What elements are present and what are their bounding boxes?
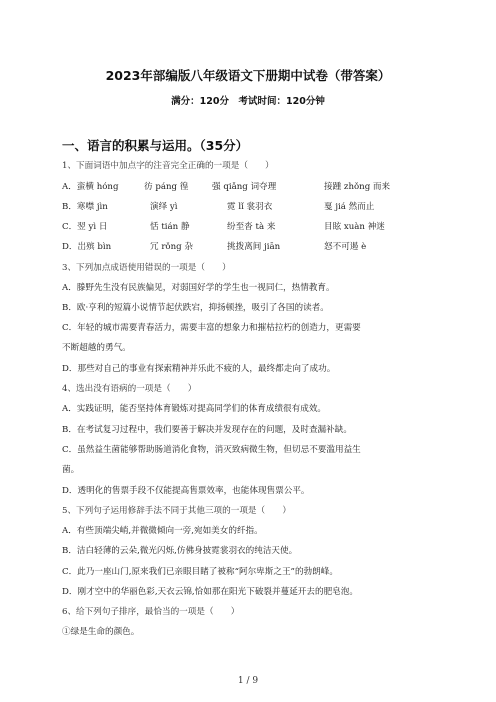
q6-sentence-1: ①绿是生命的颜色。 <box>62 627 140 637</box>
exam-title: 2023年部编版八年级语文下册期中试卷（带答案） <box>105 68 391 83</box>
q1-c-2: 恬 tián 静 <box>150 222 190 232</box>
q4-option-c: C．虽然益生菌能够帮助肠道消化食物，消灭致病微生物，但切忌不要滥用益生 <box>62 445 361 455</box>
q1-b-2: 演绎 yì <box>150 202 178 212</box>
q1-d-2: 冗 rǒng 杂 <box>150 242 193 252</box>
q4-option-a: A．实践证明，能否坚持体育锻炼对提高同学们的体育成绩很有成效。 <box>62 404 327 414</box>
q5-option-a: A．有些顶端尖峭,并微微倾向一旁,宛如美女的纤指。 <box>62 526 263 536</box>
q4-stem: 4、选出没有语病的一项是（ ） <box>62 384 197 394</box>
q4-option-b: B．在考试复习过程中，我们要善于解决并发现存在的问题，及时查漏补缺。 <box>62 425 352 435</box>
q1-d-4: 怒不可遏 è <box>324 242 367 252</box>
q1-c-4: 目眩 xuàn 神迷 <box>324 222 385 232</box>
q4-option-d: D．透明化的售票手段不仅能提高售票效率，也能体现售票公平。 <box>62 486 310 496</box>
q3-option-c: C．年轻的城市需要青春活力，需要丰富的想象力和摧枯拉朽的创造力，更需要 <box>62 323 361 333</box>
q5-option-c: C．此乃一座山门,原来我们已亲眼目睹了被称“阿尔卑斯之王”的勃朗峰。 <box>62 567 338 577</box>
q1-a-2: 彷 páng 徨 <box>144 182 189 192</box>
q6-stem: 6、给下列句子排序，最恰当的一项是（ ） <box>62 607 240 617</box>
section-heading: 一、语言的积累与运用。（35分） <box>62 138 249 153</box>
q3-stem: 3、下列加点成语使用错误的一项是（ ） <box>62 263 231 273</box>
q5-option-b: B．洁白轻薄的云朵,微光闪烁,仿佛身披霓裳羽衣的纯洁天使。 <box>62 546 298 556</box>
q1-b-4: 戛 jiá 然而止 <box>324 202 375 212</box>
q1-a-3: 强 qiǎng 词夺理 <box>212 182 277 192</box>
q1-a-4: 接踵 zhǒng 而来 <box>324 182 391 192</box>
q3-option-b: B．欧·亨利的短篇小说情节起伏跌宕，抑扬顿挫，吸引了各国的读者。 <box>62 303 329 313</box>
exam-subtitle: 满分：120分 考试时间：120分钟 <box>171 96 325 107</box>
q1-stem: 1、下面词语中加点字的注音完全正确的一项是（ ） <box>62 161 274 171</box>
q1-a-1: A．蛮横 hóng <box>62 182 119 192</box>
q5-option-d: D．刚才空中的华丽色彩,天衣云锦,恰如那在阳光下破裂并蔓延开去的肥皂泡。 <box>62 587 358 597</box>
q3-option-c-cont: 不断超越的勇气。 <box>62 343 131 353</box>
q3-option-a: A．滕野先生没有民族偏见，对弱国好学的学生也一视同仁，热情教育。 <box>62 283 335 293</box>
q1-b-3: 霓 lǐ 裳羽衣 <box>227 202 273 212</box>
q4-option-c-cont: 菌。 <box>62 465 80 475</box>
q1-c-1: C．翌 yì 日 <box>62 222 108 232</box>
q1-d-1: D．岀殡 bìn <box>62 242 112 252</box>
q1-b-1: B．寒噤 jìn <box>62 202 108 212</box>
q3-option-d: D．那些对自己的事业有探索精神并乐此不疲的人，最终都走向了成功。 <box>62 364 336 374</box>
q1-d-3: 挑拨离间 jiān <box>227 242 281 252</box>
q1-c-3: 纷至沓 tà 来 <box>227 222 276 232</box>
q5-stem: 5、下列句子运用修辞手法不同于其他三项的一项是（ ） <box>62 506 291 516</box>
page-number: 1 / 9 <box>237 676 259 686</box>
